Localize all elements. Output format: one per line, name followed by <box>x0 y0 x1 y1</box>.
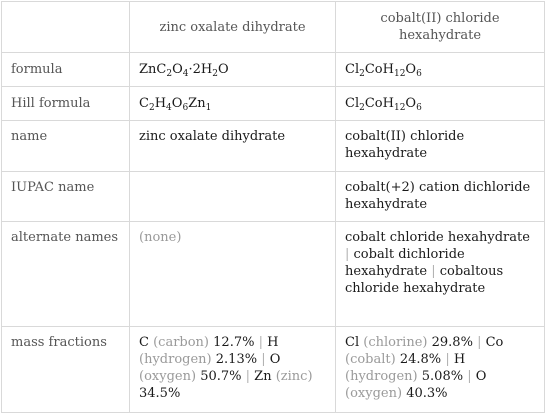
mass-percent: 50.7% <box>200 369 242 384</box>
formula-text: O <box>171 96 183 111</box>
element-name: (hydrogen) <box>345 369 418 384</box>
row-formula <box>2 53 545 87</box>
hill-formula-cell-zinc-oxalate <box>130 87 336 121</box>
row-label-formula: formula <box>2 53 130 87</box>
formula-subscript: 12 <box>393 103 406 113</box>
formula-text: Cl <box>345 62 360 77</box>
mass-fraction-entry <box>139 335 254 350</box>
iupac-cell-cobalt-chloride: cobalt(+2) cation dichloride hexahydrate <box>336 172 545 222</box>
alternate-name: cobalt dichloride hexahydrate <box>345 247 465 279</box>
element-name: (cobalt) <box>345 352 396 367</box>
name-cell-zinc-oxalate: zinc oxalate dihydrate <box>130 121 336 172</box>
mass-fraction-entry <box>345 335 473 350</box>
properties-table <box>1 1 545 413</box>
row-mass-fractions <box>2 327 545 413</box>
formula-subscript: 4 <box>166 103 172 113</box>
formula-subscript: 2 <box>359 103 365 113</box>
formula-text: Cl <box>345 96 360 111</box>
row-label-mass-fractions: mass fractions <box>2 327 130 413</box>
alternate-name: cobaltous chloride hexahydrate <box>345 264 504 296</box>
alternate-names-cell-zinc-oxalate: (none) <box>130 222 336 327</box>
formula-subscript: 2 <box>212 69 218 79</box>
row-label-name: name <box>2 121 130 172</box>
element-name: (oxygen) <box>139 369 197 384</box>
mass-percent: 29.8% <box>431 335 473 350</box>
element-name: (hydrogen) <box>139 352 212 367</box>
formula-cell-cobalt-chloride <box>336 53 545 87</box>
formula-text: O <box>405 96 417 111</box>
element-symbol: C <box>139 335 149 350</box>
formula-subscript: 6 <box>416 103 422 113</box>
formula-text: H <box>154 96 167 111</box>
row-label-iupac-name: IUPAC name <box>2 172 130 222</box>
mass-percent: 2.13% <box>215 352 258 367</box>
mass-percent: 5.08% <box>421 369 464 384</box>
list-separator: | <box>261 352 266 367</box>
formula-subscript: 6 <box>182 103 189 113</box>
formula-text: O <box>405 62 417 77</box>
list-separator: | <box>431 264 436 279</box>
mass-fractions-cell-cobalt-chloride <box>336 327 545 413</box>
formula-text: C <box>139 96 149 111</box>
mass-percent: 24.8% <box>399 352 442 367</box>
list-separator: | <box>258 335 263 350</box>
row-alternate-names <box>2 222 545 327</box>
mass-percent: 34.5% <box>139 386 181 401</box>
header-row <box>2 2 545 53</box>
formula-text: O <box>172 62 183 77</box>
element-symbol: H <box>267 335 279 350</box>
element-symbol: O <box>269 352 281 367</box>
element-symbol: O <box>475 369 487 384</box>
row-label-alternate-names: alternate names <box>2 222 130 327</box>
formula-subscript: 12 <box>393 69 406 79</box>
alternate-names-cell-cobalt-chloride <box>336 222 545 327</box>
formula-text: CoH <box>364 62 394 77</box>
row-label-hill-formula: Hill formula <box>2 87 130 121</box>
formula-subscript: 2 <box>359 69 365 79</box>
formula-subscript: 2 <box>148 103 155 113</box>
element-name: (zinc) <box>275 369 313 384</box>
formula-subscript: 4 <box>182 69 189 79</box>
list-separator: | <box>445 352 450 367</box>
hill-formula-cell-cobalt-chloride <box>336 87 545 121</box>
element-symbol: Zn <box>254 369 272 384</box>
row-name <box>2 121 545 172</box>
column-header-zinc-oxalate: zinc oxalate dihydrate <box>130 2 336 53</box>
formula-text: CoH <box>364 96 394 111</box>
corner-cell <box>2 2 130 53</box>
name-cell-cobalt-chloride: cobalt(II) chloride hexahydrate <box>336 121 545 172</box>
element-symbol: Co <box>485 335 504 350</box>
list-separator: | <box>467 369 472 384</box>
list-separator: | <box>245 369 251 384</box>
formula-text: ·2H <box>188 62 213 77</box>
element-name: (carbon) <box>153 335 210 350</box>
formula-subscript: 1 <box>205 103 212 113</box>
mass-percent: 40.3% <box>406 386 448 401</box>
formula-text: ZnC <box>139 62 167 77</box>
iupac-cell-zinc-oxalate <box>130 172 336 222</box>
formula-cell-zinc-oxalate <box>130 53 336 87</box>
formula-subscript: 6 <box>416 69 422 79</box>
alternate-name: cobalt chloride hexahydrate <box>345 230 530 245</box>
list-separator: | <box>477 335 482 350</box>
mass-percent: 12.7% <box>213 335 255 350</box>
element-symbol: Cl <box>345 335 360 350</box>
list-separator: | <box>345 247 350 262</box>
element-symbol: H <box>453 352 466 367</box>
formula-text: Zn <box>188 96 206 111</box>
element-name: (chlorine) <box>363 335 428 350</box>
mass-fractions-cell-zinc-oxalate <box>130 327 336 413</box>
row-hill-formula <box>2 87 545 121</box>
row-iupac-name <box>2 172 545 222</box>
column-header-cobalt-chloride: cobalt(II) chloride hexahydrate <box>336 2 545 53</box>
formula-text: O <box>217 62 229 77</box>
element-name: (oxygen) <box>345 386 403 401</box>
formula-subscript: 2 <box>166 69 173 79</box>
